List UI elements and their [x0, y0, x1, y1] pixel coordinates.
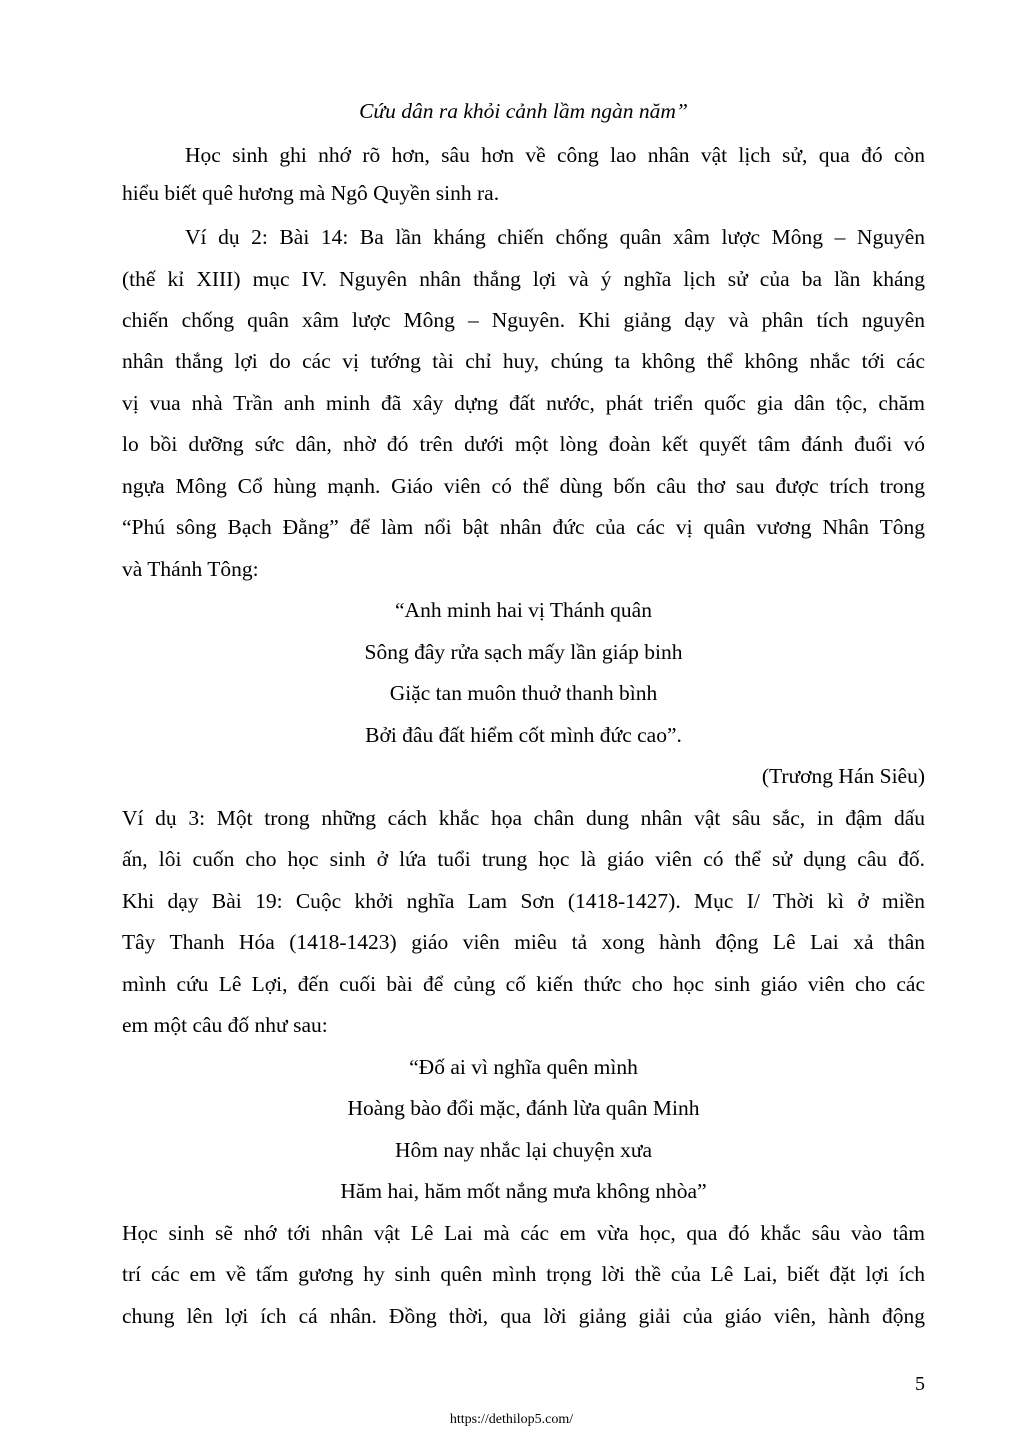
riddle-line: Hôm nay nhắc lại chuyện xưa: [394, 1138, 653, 1162]
riddle-line: Hoàng bào đổi mặc, đánh lừa quân Minh: [347, 1096, 700, 1120]
poem-line: “Anh minh hai vị Thánh quân: [395, 598, 652, 622]
paragraph-line: trí các em về tấm gương hy sinh quên mình trọng lời thề của Lê Lai, biết đặt lợi ích: [122, 1262, 925, 1286]
page-number: 5: [915, 1373, 925, 1395]
poem-line: Sông đây rửa sạch mấy lần giáp binh: [364, 640, 683, 664]
paragraph-line: em một câu đố như sau:: [122, 1013, 328, 1037]
paragraph-line: vị vua nhà Trần anh minh đã xây dựng đất nước, phát triển quốc gia dân tộc, chăm: [122, 391, 925, 415]
paragraph-line: Học sinh ghi nhớ rõ hơn, sâu hơn về công lao nhân vật lịch sử, qua đó còn: [185, 143, 925, 167]
paragraph-line: Học sinh sẽ nhớ tới nhân vật Lê Lai mà các em vừa học, qua đó khắc sâu vào tâm: [122, 1221, 925, 1245]
paragraph-line: Ví dụ 2: Bài 14: Ba lần kháng chiến chống quân xâm lược Mông – Nguyên: [185, 225, 925, 249]
poem-closing-line: Cứu dân ra khỏi cảnh lầm ngàn năm”: [359, 99, 688, 123]
paragraph-line: ngựa Mông Cổ hùng mạnh. Giáo viên có thể dùng bốn câu thơ sau được trích trong: [122, 474, 925, 498]
paragraph-line: (thế kỉ XIII) mục IV. Nguyên nhân thắng lợi và ý nghĩa lịch sử của ba lần kháng: [122, 267, 925, 291]
riddle-line: “Đố ai vì nghĩa quên mình: [409, 1055, 638, 1079]
paragraph-line: Khi dạy Bài 19: Cuộc khởi nghĩa Lam Sơn (1418-1427). Mục I/ Thời kì ở miền: [122, 889, 925, 913]
paragraph-line: “Phú sông Bạch Đằng” để làm nổi bật nhân đức của các vị quân vương Nhân Tông: [122, 515, 925, 539]
riddle-line: Hăm hai, hăm mốt nắng mưa không nhòa”: [340, 1179, 707, 1203]
paragraph-line: chiến chống quân xâm lược Mông – Nguyên. Khi giảng dạy và phân tích nguyên: [122, 308, 925, 332]
poem-line: Bởi đâu đất hiểm cốt mình đức cao”.: [365, 723, 682, 747]
paragraph-line: hiểu biết quê hương mà Ngô Quyền sinh ra.: [122, 181, 500, 205]
poem-line: Giặc tan muôn thuở thanh bình: [389, 681, 658, 705]
paragraph-line: Tây Thanh Hóa (1418-1423) giáo viên miêu tả xong hành động Lê Lai xả thân: [122, 930, 925, 954]
paragraph-line: Ví dụ 3: Một trong những cách khắc họa chân dung nhân vật sâu sắc, in đậm dấu: [122, 806, 925, 830]
paragraph-line: chung lên lợi ích cá nhân. Đồng thời, qua lời giảng giải của giáo viên, hành động: [122, 1304, 925, 1328]
paragraph-line: và Thánh Tông:: [122, 557, 259, 581]
footer-url[interactable]: https://dethilop5.com/: [449, 1412, 574, 1427]
paragraph-line: nhân thắng lợi do các vị tướng tài chỉ huy, chúng ta không thể không nhắc tới các: [122, 349, 925, 373]
paragraph-line: ấn, lôi cuốn cho học sinh ở lứa tuổi trung học là giáo viên có thể sử dụng câu đố.: [122, 847, 925, 871]
paragraph-line: lo bồi dưỡng sức dân, nhờ đó trên dưới một lòng đoàn kết quyết tâm đánh đuổi vó: [122, 432, 925, 456]
paragraph-line: mình cứu Lê Lợi, đến cuối bài để củng cố kiến thức cho học sinh giáo viên cho các: [122, 972, 925, 996]
poem-author: (Trương Hán Siêu): [761, 764, 925, 788]
